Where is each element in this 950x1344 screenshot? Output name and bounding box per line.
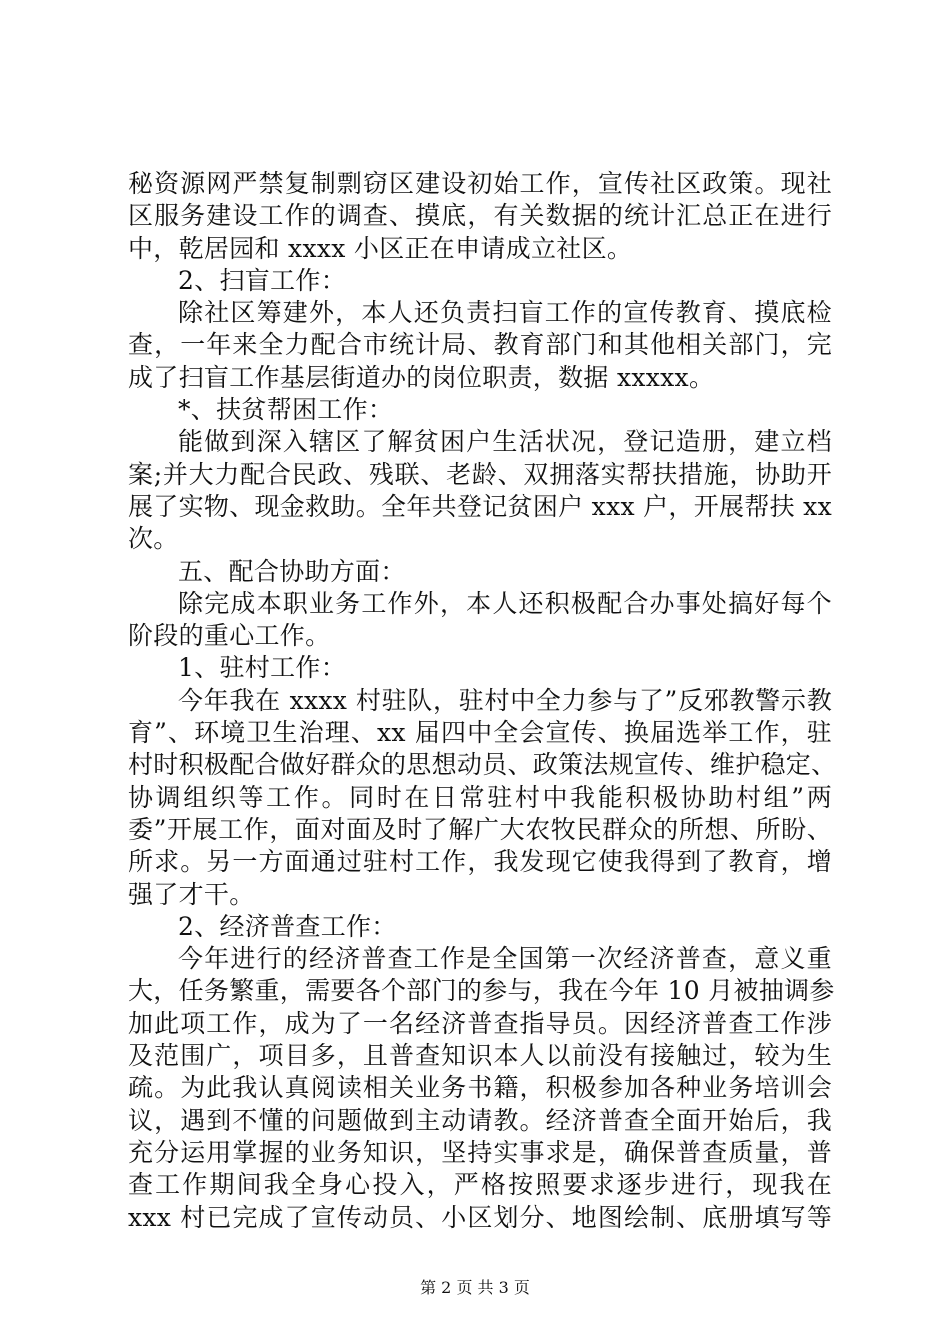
page-number-label: 第 2 页 共 3 页 [420,1278,530,1297]
paragraph-line: 所求。另一方面通过驻村工作，我发现它使我得到了教育，增 [128,847,832,877]
paragraph-line: 案;并大力配合民政、残联、老龄、双拥落实帮扶措施，协助开 [128,459,832,489]
section-heading: 1、驻村工作： [178,653,347,683]
paragraph-line: 能做到深入辖区了解贫困户生活状况，登记造册，建立档 [178,427,832,457]
section-heading: 五、配合协助方面： [178,556,406,586]
document-body [128,168,837,1234]
paragraph-line: 成了扫盲工作基层街道办的岗位职责，数据 xxxxx。 [128,362,715,392]
paragraph-line: 及范围广，项目多，且普查知识本人以前没有接触过，较为生 [128,1041,832,1071]
paragraph-line: 村时积极配合做好群众的思想动员、政策法规宣传、维护稳定、 [128,750,837,780]
page-footer [0,1275,950,1298]
paragraph-line: 疏。为此我认真阅读相关业务书籍，积极参加各种业务培训会 [128,1073,832,1103]
paragraph-line: 区服务建设工作的调查、摸底，有关数据的统计汇总正在进行 [128,201,832,231]
paragraph-line: 除社区筹建外，本人还负责扫盲工作的宣传教育、摸底检 [178,298,832,328]
section-heading: *、扶贫帮困工作： [178,395,394,425]
paragraph-line: 加此项工作，成为了一名经济普查指导员。因经济普查工作涉 [128,1008,832,1038]
section-heading: 2、扫盲工作： [178,265,347,295]
section-heading: 2、经济普查工作： [178,911,397,941]
paragraph-line: 秘资源网严禁复制剽窃区建设初始工作，宣传社区政策。现社 [128,169,832,198]
paragraph-line: 查工作期间我全身心投入，严格按照要求逐步进行，现我在 [128,1170,832,1200]
paragraph-line: 委”开展工作，面对面及时了解广大农牧民群众的所想、所盼、 [128,814,832,844]
paragraph-line: 议，遇到不懂的问题做到主动请教。经济普查全面开始后，我 [128,1105,832,1135]
paragraph-line: 次。 [128,524,179,554]
paragraph-line: 育”、环境卫生治理、xx 届四中全会宣传、换届选举工作，驻 [128,718,832,748]
paragraph-line: 除完成本职业务工作外，本人还积极配合办事处搞好每个 [178,588,832,618]
paragraph-line: 强了才干。 [128,879,255,909]
paragraph-line: xxx 村已完成了宣传动员、小区划分、地图绘制、底册填写等 [128,1202,832,1232]
paragraph-line: 展了实物、现金救助。全年共登记贫困户 xxx 户，开展帮扶 xx [128,491,832,521]
paragraph-line: 中，乾居园和 xxxx 小区正在申请成立社区。 [128,233,633,263]
paragraph-line: 协调组织等工作。同时在日常驻村中我能积极协助村组”两 [128,782,832,812]
paragraph-line: 今年进行的经济普查工作是全国第一次经济普查，意义重 [178,944,832,974]
paragraph-line: 查，一年来全力配合市统计局、教育部门和其他相关部门，完 [128,330,832,360]
paragraph-line: 阶段的重心工作。 [128,621,331,651]
paragraph-line: 充分运用掌握的业务知识，坚持实事求是，确保普查质量，普 [128,1137,832,1167]
paragraph-line: 大，任务繁重，需要各个部门的参与，我在今年 10 月被抽调参 [128,976,835,1006]
paragraph-line: 今年我在 xxxx 村驻队，驻村中全力参与了”反邪教警示教 [178,685,832,715]
